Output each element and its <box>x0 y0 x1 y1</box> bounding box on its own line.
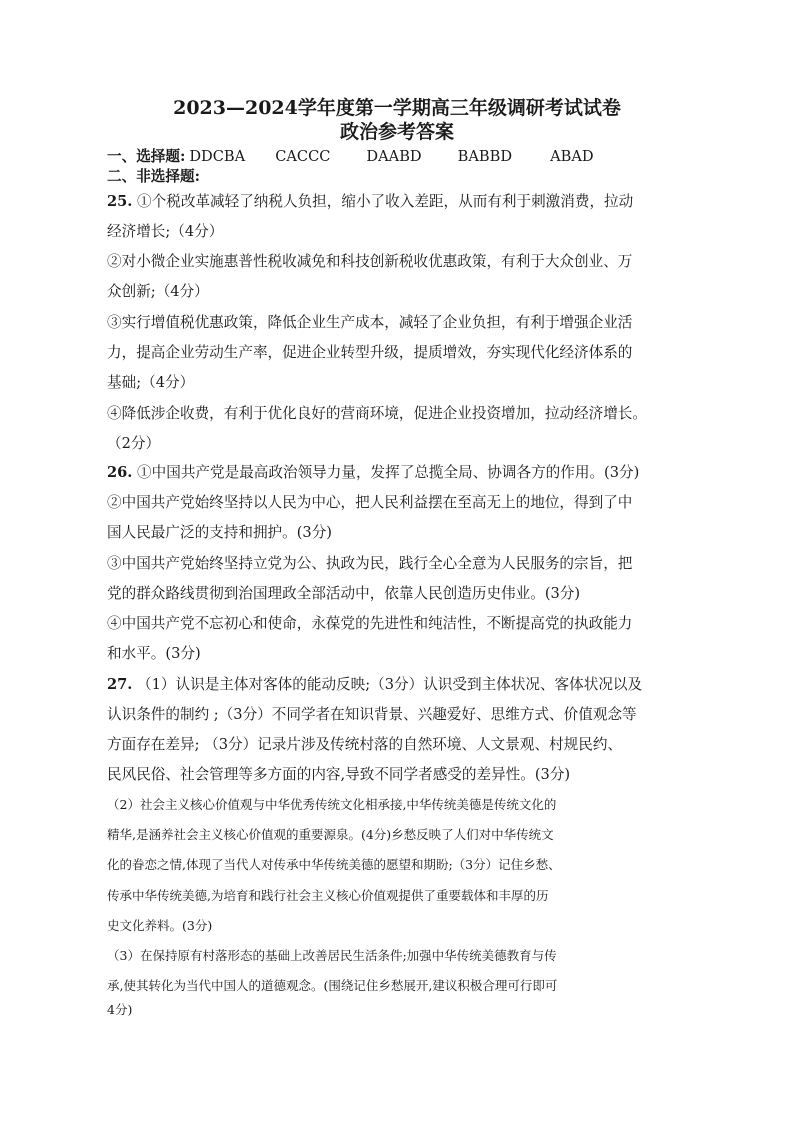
mc-answer-group-4: BABBD <box>457 148 513 165</box>
mc-answer-group-1: DDCBA <box>189 148 246 165</box>
answer-line <box>107 343 632 363</box>
document-title: 2023—2024学年度第一学期高三年级调研考试试卷 <box>173 97 621 119</box>
mc-answer-group-5: ABAD <box>550 148 594 165</box>
answer-text: 传承中华传统美德,为培育和践行社会主义核心价值观提供了重要载体和丰厚的历 <box>107 888 549 903</box>
answer-text: 方面存在差异; （3分）记录片涉及传统村落的自然环境、人文景观、村规民约、 <box>107 736 623 753</box>
answer-text: 精华,是涵养社会主义核心价值观的重要源泉。(4分)乡愁反映了人们对中华传统文 <box>107 827 554 842</box>
answer-line <box>107 675 642 695</box>
answer-line <box>107 917 212 935</box>
question-number: 27. <box>107 676 133 693</box>
answer-text: （2分） <box>107 435 161 452</box>
mc-answer-group-3: DAABD <box>366 148 422 165</box>
answer-line <box>107 434 160 454</box>
answer-line <box>107 947 557 965</box>
answer-line <box>107 705 637 725</box>
answer-text: 力，提高企业劳动生产率，促进企业转型升级，提质增效，夯实现代化经济体系的 <box>107 344 633 361</box>
answer-text: 国人民最广泛的支持和拥护。(3分) <box>107 524 332 541</box>
answer-text: 基础;（4分） <box>107 374 195 391</box>
answer-text: ②中国共产党始终坚持以人民为中心，把人民利益摆在至高无上的地位，得到了中 <box>107 494 633 511</box>
answer-text: ③中国共产党始终坚持立党为公、执政为民，践行全心全意为人民服务的宗旨，把 <box>107 555 633 572</box>
answer-line <box>107 644 201 664</box>
multiple-choice-answers <box>107 147 594 167</box>
answer-text: 4分) <box>107 1002 133 1017</box>
answer-text: （1）认识是主体对客体的能动反映;（3分）认识受到主体状况、客体状况以及 <box>137 676 643 693</box>
answer-text: ①中国共产党是最高政治领导力量，发挥了总揽全局、协调各方的作用。(3分) <box>137 464 640 481</box>
section2-label: 二、非选择题: <box>107 168 200 185</box>
answer-text: 民风民俗、社会管理等多方面的内容,导致不同学者感受的差异性。(3分) <box>107 766 571 783</box>
answer-line <box>107 313 632 333</box>
answer-line <box>107 463 639 483</box>
answer-line <box>107 373 194 393</box>
answer-text: ④降低涉企收费，有利于优化良好的营商环境，促进企业投资增加，拉动经济增长。 <box>107 405 647 422</box>
answer-line <box>107 523 332 543</box>
answer-line <box>107 765 570 785</box>
document-subtitle: 政治参考答案 <box>339 121 454 143</box>
answer-text: 承,使其转化为当代中国人的道德观念。(围绕记住乡愁展开,建议积极合理可行即可 <box>107 978 558 993</box>
answer-text: ②对小微企业实施惠普性税收减免和科技创新税收优惠政策，有利于大众创业、万 <box>107 253 633 270</box>
answer-text: 党的群众路线贯彻到治国理政全部活动中，依靠人民创造历史伟业。(3分) <box>107 585 581 602</box>
answer-text: （2）社会主义核心价值观与中华优秀传统文化相承接,中华传统美德是传统文化的 <box>107 797 557 812</box>
answer-line <box>107 826 554 844</box>
answer-line <box>107 856 561 874</box>
answer-line <box>107 887 548 905</box>
answer-text: ①个税改革减轻了纳税人负担，缩小了收入差距，从而有利于刺激消费，拉动 <box>137 193 634 210</box>
answer-line <box>107 493 632 513</box>
answer-line <box>107 614 632 634</box>
answer-line <box>107 252 632 272</box>
answer-text: 化的眷恋之情,体现了当代人对传承中华传统美德的愿望和期盼;（3分）记住乡愁、 <box>107 857 561 872</box>
answer-text: 经济增长;（4分） <box>107 223 224 240</box>
answer-line <box>107 554 632 574</box>
question-number: 25. <box>107 193 133 210</box>
answer-line <box>107 735 622 755</box>
answer-line <box>107 584 580 604</box>
mc-answer-group-2: CACCC <box>275 148 331 165</box>
multiple-choice-label: 一、选择题: <box>107 148 186 165</box>
question-number: 26. <box>107 464 133 481</box>
answer-line <box>107 282 209 302</box>
answer-text: 认识条件的制约 ;（3分）不同学者在知识背景、兴趣爱好、思维方式、价值观念等 <box>107 706 637 723</box>
answer-text: ④中国共产党不忘初心和使命，永葆党的先进性和纯洁性，不断提高党的执政能力 <box>107 615 633 632</box>
answer-text: （3）在保持原有村落形态的基础上改善居民生活条件;加强中华传统美德教育与传 <box>107 948 557 963</box>
answer-line <box>107 404 647 424</box>
answer-text: 和水平。(3分) <box>107 645 201 662</box>
answer-text: 史文化养料。(3分) <box>107 918 213 933</box>
answer-text: 众创新;（4分） <box>107 283 209 300</box>
answer-line <box>107 192 633 212</box>
answer-text: ③实行增值税优惠政策，降低企业生产成本，减轻了企业负担，有利于增强企业活 <box>107 314 633 331</box>
answer-line <box>107 796 556 814</box>
answer-line <box>107 1001 132 1019</box>
answer-line <box>107 222 223 242</box>
answer-line <box>107 977 557 995</box>
